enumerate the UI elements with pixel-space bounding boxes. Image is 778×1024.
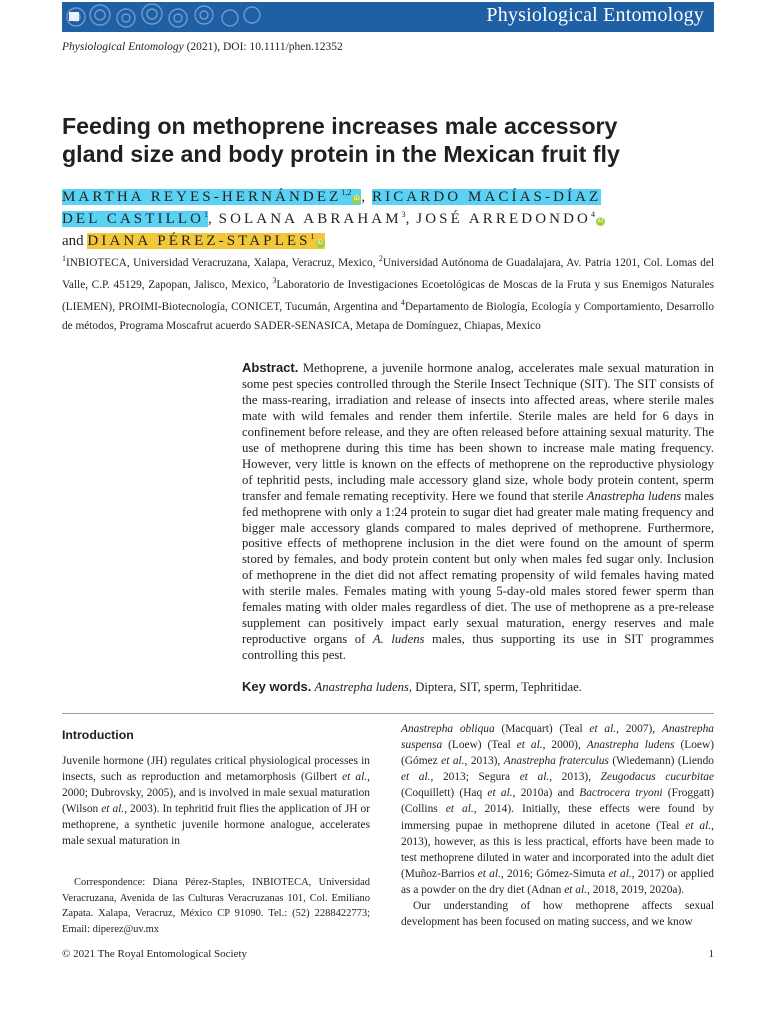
et-al: et al. xyxy=(342,771,368,784)
body-text: , 2007), xyxy=(616,723,662,735)
body-text: , 2013), xyxy=(549,771,601,784)
abstract xyxy=(242,360,714,664)
keywords-label: Key words. xyxy=(242,679,312,694)
et-al: et al. xyxy=(441,755,465,768)
et-al: et al. xyxy=(564,883,587,896)
author-reyes-hernandez[interactable] xyxy=(62,189,361,205)
orcid-icon[interactable]: iD xyxy=(597,218,604,224)
species-name: Anastrepha suspensa xyxy=(401,723,714,752)
affiliations xyxy=(62,250,714,335)
author-affil-sup: 3 xyxy=(401,210,406,219)
author-affil-sup: 1 xyxy=(204,210,209,219)
author-separator: , xyxy=(361,189,369,205)
author-affil-sup: 1,2 xyxy=(341,188,352,197)
right-paragraph-2: Our understanding of how methoprene affects sexual development has been focused on mating success, and we know xyxy=(401,900,714,929)
body-text: , 2016; Gómez-Simuta xyxy=(500,867,609,880)
author-arredondo[interactable] xyxy=(416,211,605,227)
et-al: et al. xyxy=(445,803,474,816)
species-name: Anastrepha ludens xyxy=(586,739,675,752)
et-al: et al. xyxy=(477,867,501,880)
body-text: Juvenile hormone (JH) regulates critical physiological processes in insects, such as reproduction and metamorphosis (Gilbert xyxy=(62,755,370,784)
journal-banner-title: Physiological Entomology xyxy=(486,4,704,26)
author-separator: , xyxy=(405,211,413,227)
affiliation-2: Universidad Autónoma de Guadalajara, Av. Patria 1201, Col. Lomas del Valle, C.P. 45129, Zapopan, Jalisco, Mexico, xyxy=(62,256,715,291)
body-text: (Loew) (Gómez xyxy=(401,739,714,768)
species-name: A. ludens xyxy=(372,632,425,647)
species-name: Anastrepha fraterculus xyxy=(503,755,609,768)
body-text: , 2014). Initially, these effects were found by immersing pupae in methoprene diluted in acetone (Teal xyxy=(401,803,715,832)
author-name: DEL CASTILLO xyxy=(62,211,205,227)
affil-sup: 2 xyxy=(378,254,383,263)
affil-sup: 1 xyxy=(62,254,66,263)
body-text: , 2013), however, as this is less practical, efforts have been made to test methoprene diluted in water and incorporated into the adult diet (Muñoz-Barrios xyxy=(401,819,714,880)
keywords-text: , Diptera, SIT, sperm, Tephritidae. xyxy=(408,680,582,694)
introduction-heading: Introduction xyxy=(62,728,134,742)
et-al: et al. xyxy=(487,787,513,800)
affiliation-3: Laboratorio de Investigaciones Ecoetológicas de Moscas de la Fruta y sus Enemigos Naturales (LIEMEN), PROIMI-Biotecnología, CONICET, Tucumán, Argentina and xyxy=(62,278,714,314)
author-name: JOSÉ ARREDONDO xyxy=(416,211,591,227)
citation-journal: Physiological Entomology xyxy=(62,41,184,53)
author-separator: , xyxy=(208,211,215,227)
author-line-3 xyxy=(62,226,325,252)
affiliation-4: Departamento de Biología, Ecología y Comportamiento, Desarrollo de métodos, Programa Moscafrut acuerdo SADER-SENASICA, Metapa de Domínguez, Chiapas, Mexico xyxy=(62,301,714,332)
body-text: , 2000; Dubrovsky, 2005), and is involved in male sexual maturation (Wilson xyxy=(62,771,370,816)
species-name: Zeugodacus cucurbitae xyxy=(600,771,715,784)
body-text: (Wiedemann) (Liendo xyxy=(608,755,714,768)
author-affil-sup: 1 xyxy=(310,232,315,241)
et-al: et al. xyxy=(608,867,632,880)
article-title xyxy=(62,112,712,168)
right-column xyxy=(401,721,714,930)
section-divider xyxy=(62,713,714,714)
body-text: , 2013), xyxy=(464,755,504,768)
body-text: , 2018, 2019, 2020a). xyxy=(587,883,685,896)
citation-line xyxy=(62,41,343,53)
species-name: Anastrepha ludens xyxy=(586,488,682,503)
affil-sup: 3 xyxy=(272,276,277,286)
author-perez-staples[interactable] xyxy=(87,233,324,249)
affiliation-1: INBIOTECA, Universidad Veracruzana, Xalapa, Veracruz, Mexico, xyxy=(66,256,379,269)
abstract-text: Methoprene, a juvenile hormone analog, accelerates male sexual maturation in some pest species controlled through the Sterile Insect Technique (SIT). The SIT consists of the mass-rearing, irradiation and release of insects into affected areas, where sterile males mate with wild females and render them infertile. Sterile males are held for 6 days in confinement before release, and they are often released before attaining sexual maturity. The use of methoprene during this time has been shown to increase male mating frequency. However, very little is known on the effects of methoprene on the reproductive physiology of tephritid pests, including male accessory gland size, whole body protein content, sperm transfer and female remating receptivity. Here we found that sterile xyxy=(242,361,714,503)
et-al: et al. xyxy=(401,771,431,784)
correspondence-note: Correspondence: Diana Pérez-Staples, INBIOTECA, Universidad Veracruzana, Avenida de las Culturas Veracruzanas 101, Col. Emiliano Zapata. Xalapa, Veracruz, México CP 91090. Tel.: (52) 2288422773; Email: diperez@uv.mx xyxy=(62,877,370,935)
article-title-line2: gland size and body protein in the Mexican fruit fly xyxy=(62,141,620,167)
et-al: et al. xyxy=(519,771,550,784)
article-title-line1: Feeding on methoprene increases male accessory xyxy=(62,113,618,139)
body-text: (Froggatt) (Collins xyxy=(401,787,714,816)
journal-banner xyxy=(62,2,714,32)
citation-doi: (2021), DOI: 10.1111/phen.12352 xyxy=(183,41,343,53)
body-text: , 2017) or applied as a powder on the dry diet (Adnan xyxy=(401,867,714,896)
et-al: et al. xyxy=(589,723,617,735)
species-name: Anastrepha ludens xyxy=(314,680,409,694)
orcid-icon[interactable]: iD xyxy=(317,240,323,246)
et-al: et al. xyxy=(101,803,125,816)
author-abraham[interactable] xyxy=(219,211,406,227)
introduction-paragraph xyxy=(62,753,370,850)
author-affil-sup: 4 xyxy=(590,210,595,219)
body-text: , 2000), xyxy=(542,739,587,752)
banner-swirl-pattern-icon xyxy=(62,2,272,32)
abstract-text: males fed methoprene with only a 1:24 protein to sugar diet had greater male mating frequency and bigger male accessory glands compared to males deprived of methoprene. Furthermore, positive effects of methoprene inclusion in the diet were found on the amount of sperm stored by females, and body protein content but only when males fed sugar only. Inclusion of methoprene in the diet did not affect remating propensity of wild females having mated with sterile males. Females mating with young 5-day-old males stored fewer sperm than females mating with older males regardless of diet. The use of methoprene as a pre-release supplement can positively impact early sexual maturation, energy reserves and male reproductive organs of xyxy=(242,488,714,647)
copyright-footer: © 2021 The Royal Entomological Society xyxy=(62,948,248,960)
species-name: Bactrocera tryoni xyxy=(579,787,663,800)
author-name: SOLANA ABRAHAM xyxy=(218,211,402,227)
body-text: (Coquillett) (Haq xyxy=(401,787,488,800)
et-al: et al. xyxy=(516,739,543,752)
abstract-text: males, thus supporting its use in SIT programmes controlling this pest. xyxy=(242,632,714,663)
body-text: (Loew) (Teal xyxy=(442,739,517,752)
author-macias-diaz-part2[interactable] xyxy=(62,211,208,227)
abstract-label: Abstract. xyxy=(242,360,299,375)
body-text: , 2010a) and xyxy=(512,787,580,800)
orcid-icon[interactable]: iD xyxy=(354,196,360,202)
author-and: and xyxy=(62,233,84,249)
page-number: 1 xyxy=(708,948,714,960)
affil-sup: 4 xyxy=(400,298,405,308)
body-text: , 2003). In tephritid fruit flies the application of JH or methoprene, a synthetic juvenile hormone analogue, accelerates male sexual maturation in xyxy=(62,803,370,848)
author-name: MARTHA REYES-HERNÁNDEZ xyxy=(62,189,342,205)
body-text: , 2013; Segura xyxy=(430,771,520,784)
author-macias-diaz-part1[interactable]: RICARDO MACÍAS-DÍAZ xyxy=(372,189,602,205)
author-name: DIANA PÉREZ-STAPLES xyxy=(87,233,311,249)
et-al: et al. xyxy=(685,819,712,832)
keywords xyxy=(242,679,714,695)
body-text: (Macquart) (Teal xyxy=(494,723,590,735)
species-name: Anastrepha obliqua xyxy=(401,723,495,735)
right-paragraph-1 xyxy=(401,721,714,898)
